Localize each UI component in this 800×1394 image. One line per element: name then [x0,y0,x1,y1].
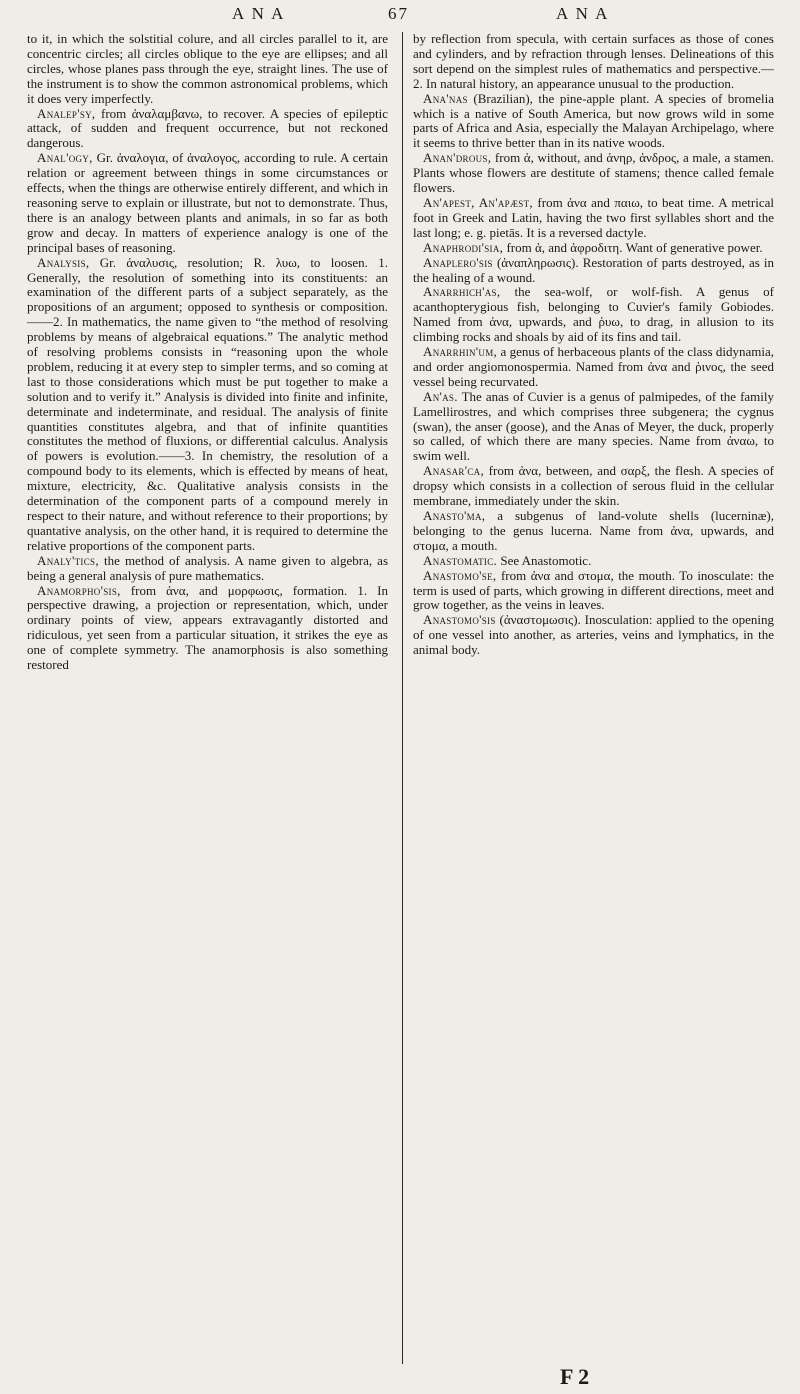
dictionary-entry: Ana'nas (Brazilian), the pine-apple plant. A species of bromelia which is a native of South America, but now grows wild in some parts of Africa and Asia, especially the Malayan Archipelago, where it seems to thrive better than in its native woods. [413,90,774,151]
headword: Analep'sy, [37,105,96,121]
dictionary-entry: An'apest, An'apæst, from ἀνα and παιω, to beat time. A metrical foot in Greek and Latin, having the two first syllables short and the last long; e. g. pietās. It is a reversed dactyle. [413,194,774,240]
running-header [0,4,800,30]
dictionary-entry: Anaphrodi'sia, from ἀ, and ἀφροδιτη. Want of generative power. [423,239,763,255]
header-left: A N A [232,4,286,23]
headword: Anan'drous, [423,150,492,166]
right-column [413,32,774,658]
headword: Anastomatic. [423,552,498,568]
dictionary-entry: Anal'ogy, Gr. ἀναλογια, of ἀναλογος, according to rule. A certain relation or agreement between things in some circumstances or effects, when the things are otherwise entirely different, and which in reasoning serve to explain or illustrate, but not to demonstrate. Thus, there is an analogy between plants and animals, in so far as both grow and decay. In matters of experience analogy is one of the principal bases of reasoning. [27,150,388,255]
headword: An'apest, An'apæst, [423,194,533,210]
headword: Anaphrodi'sia, [423,239,504,255]
dictionary-entry: Anastomatic. See Anastomotic. [423,552,592,568]
column-divider [402,32,403,1364]
dictionary-entry: Analep'sy, from ἀναλαμβανω, to recover. A species of epileptic attack, of sudden and frequent occurrence, but not reckoned dangerous. [27,105,388,151]
headword: Anasto'ma, [423,508,486,523]
dictionary-entry: Anasto'ma, a subgenus of land-volute shells (lucerninæ), belonging to the genus lucerna. Name from ἀνα, upwards, and στομα, a mouth. [413,508,774,553]
left-column [27,32,388,673]
headword: Anarrhin'um, [423,344,498,360]
dictionary-entry: An'as. The anas of Cuvier is a genus of palmipedes, of the family Lamellirostres, and which comprises three subgenera; the cygnus (swan), the anser (goose), and the Anas of Meyer, the duck, properly so called, of which there are many species. Name from ἀναω, to swim well. [413,388,775,464]
dictionary-entry: Anan'drous, from ἀ, without, and ἀνηρ, ἀνδρος, a male, a stamen. Plants whose flowers are destitute of stamens; thence called female flowers. [413,150,774,196]
headword: Anarrhich'as, [423,284,501,300]
dictionary-entry: Anastomo'sis (ἀναστομωσις). Inosculation: applied to the opening of one vessel into another, as arteries, veins and lymphatics, in the animal body. [413,612,774,658]
headword: Anasar'ca, [423,463,484,479]
dictionary-entry: Analysis, Gr. ἀναλυσις, resolution; R. λυω, to loosen. 1. Generally, the resolution of something into its constituents: an examination of the different parts of a subject separately, as the propositions of an argument; opposed to synthesis or composition.——2. In mathematics, the name given to “the method of resolving problems by means of algebraical equations.” The analytic method of resolving problems consists in “reasoning upon the whole problem, reducing it at every step to simpler terms, and so coming at last to those considerations which must be put together to make a solution and to verify it.” Analysis is divided into finite and infinite, determinate and indeterminate, and residual. The analysis of finite quantities constitutes algebra, and that of infinite quantities constitutes the method of fluxions, or differential calculus. Analysis of powers is evolution.——3. In chemistry, the resolution of a compound body to its elements, which is effected by means of heat, mixture, electricity, &c. Qualitative analysis consists in the determination of the component parts of a compound merely in respect to their nature, and without reference to their proportions; by quantative analysis, on the other hand, it is required to determine the relative proportions of the component parts. [27,254,388,553]
headword: Anaplero'sis [423,254,493,270]
dictionary-entry: by reflection from specula, with certain surfaces as those of cones and cylinders, and by refraction through lenses. Delineations of this sort depend on the simplest rules of mathematics and perspective.—2. In natural history, an appearance unusual to the production. [413,31,774,91]
dictionary-entry: Anarrhin'um, a genus of herbaceous plants of the class didynamia, and order angiomonospermia. Named from ἀνα and ῥινος, the seed vessel being recurvated. [413,344,774,389]
page-number: 67 [388,4,409,23]
headword: Analy'tics, [37,552,99,568]
dictionary-entry: to it, in which the solstitial colure, and all circles parallel to it, are concentric circles; all circles oblique to the eye are ellipses; and all circles, whose planes pass through the eye, straight lines. The use of the instrument is to show the common astronomical problems, which it does very imperfectly. [27,31,388,106]
headword: Anamorpho'sis, [37,582,121,598]
headword: Ana'nas [423,90,468,106]
dictionary-entry: Anamorpho'sis, from ἀνα, and μορφωσις, formation. 1. In perspective drawing, a projection or representation, which, under ordinary points of view, appears extravagantly distorted and ridiculous, yet seen from a particular situation, it strikes the eye as one of complete symmetry. The anamorphosis is also something restored [27,582,388,673]
dictionary-entry: Anastomo'se, from ἀνα and στομα, the mouth. To inosculate: the term is used of parts, which growing in different directions, meet and grow together, as the veins in leaves. [413,567,775,613]
headword: Anastomo'sis [423,612,496,628]
headword: Analysis, [37,254,90,270]
dictionary-entry: Anasar'ca, from ἀνα, between, and σαρξ, the flesh. A species of dropsy which consists in a collection of serous fluid in the cellular membrane, immediately under the skin. [413,463,774,509]
dictionary-entry: Anaplero'sis (ἀναπληρωσις). Restoration of parts destroyed, as in the healing of a wound. [413,254,775,285]
signature-mark: F 2 [560,1364,590,1389]
dictionary-entry: Anarrhich'as, the sea-wolf, or wolf-fish. A genus of acanthopterygious fish, belonging to Cuvier's family Gobiodes. Named from ἀνα, upwards, and ῥυω, to drag, in allusion to its climbing rocks and shoals by aid of its fins and tail. [413,284,774,345]
header-right: A N A [556,4,610,23]
dictionary-entry: Analy'tics, the method of analysis. A name given to algebra, as being a general analysis of pure mathematics. [27,552,389,583]
headword: An'as. [423,388,458,404]
headword: Anal'ogy, [37,150,93,166]
headword: Anastomo'se, [423,567,497,583]
